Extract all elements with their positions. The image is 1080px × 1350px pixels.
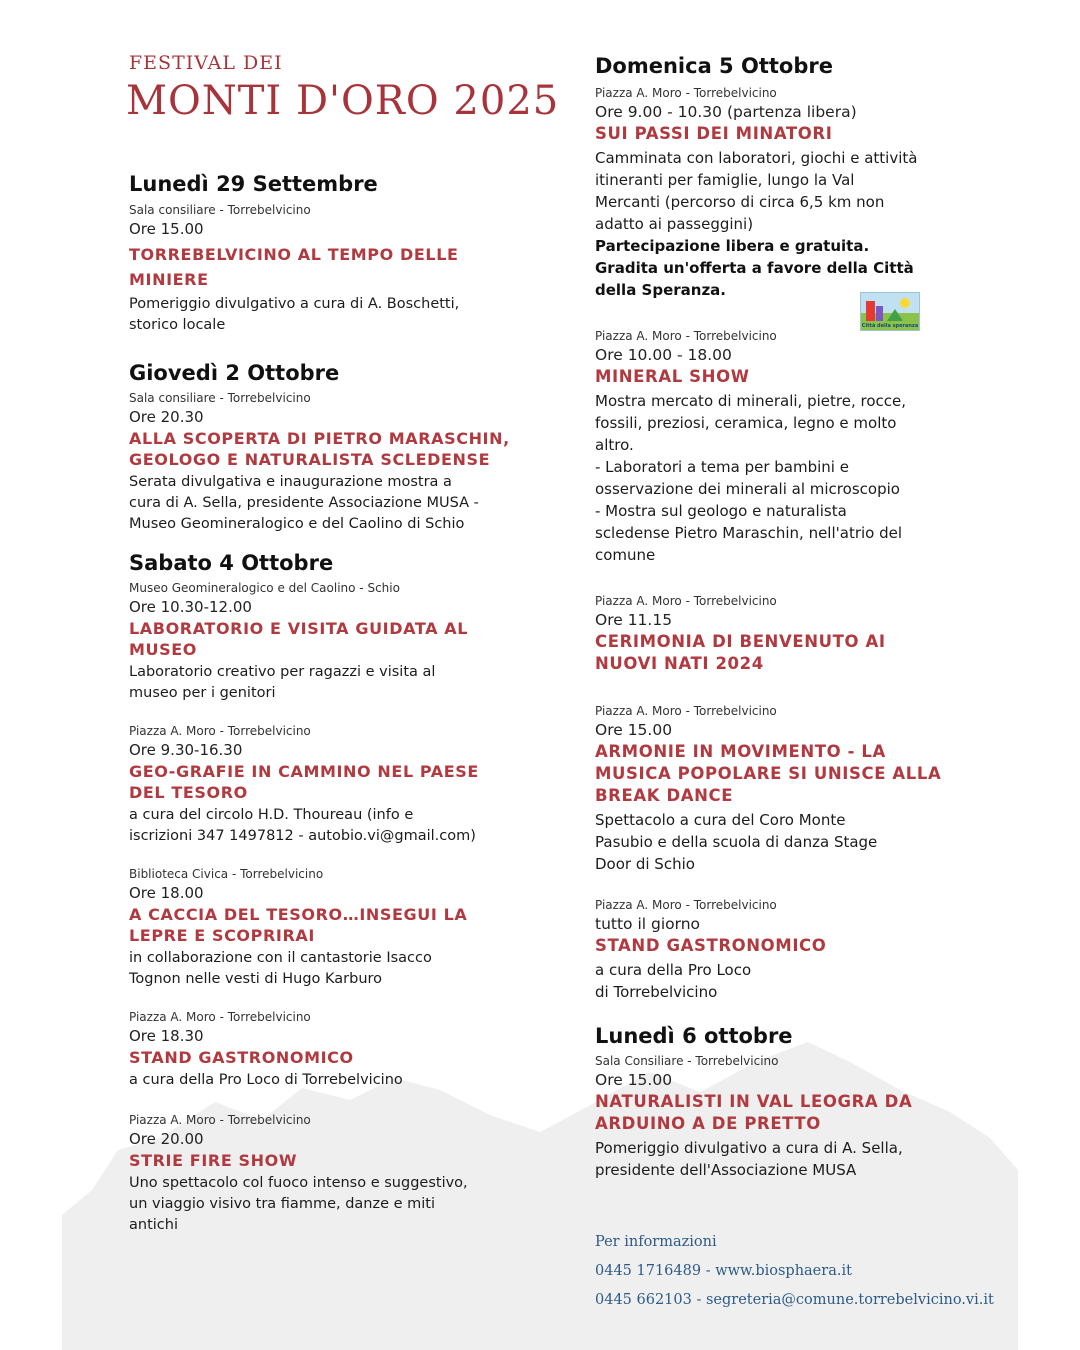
info-heading: Per informazioni — [595, 1234, 717, 1250]
event-title: SUI PASSI DEI MINATORI — [595, 124, 833, 143]
event-title: NATURALISTI IN VAL LEOGRA DA ARDUINO A DE PRETTO — [595, 1092, 913, 1133]
day-heading: Lunedì 6 ottobre — [595, 1024, 793, 1048]
event-description: a cura della Pro Loco di Torrebelvicino — [129, 1072, 403, 1088]
event-time: Ore 15.00 — [595, 1071, 673, 1089]
event-time: Ore 10.00 - 18.00 — [595, 346, 732, 364]
day-heading: Giovedì 2 Ottobre — [129, 361, 340, 385]
event-description: Mostra mercato di minerali, pietre, rocce, fossili, preziosi, ceramica, legno e molto altro. - Laboratori a tema per bambini e osservazione dei minerali al microscopio - Mostra sul geologo e naturalista scledense Pietro Maraschin, nell'atrio del comune — [595, 392, 906, 564]
event-description: Camminata con laboratori, giochi e attività itineranti per famiglie, lungo la Val Mercanti (percorso di circa 6,5 km non adatto ai passeggini) — [595, 149, 918, 233]
event-description: in collaborazione con il cantastorie Isacco Tognon nelle vesti di Hugo Karburo — [129, 950, 432, 987]
event-location: Piazza A. Moro - Torrebelvicino — [595, 594, 777, 608]
event-location: Piazza A. Moro - Torrebelvicino — [595, 704, 777, 718]
event-location: Piazza A. Moro - Torrebelvicino — [129, 1113, 311, 1127]
event-time: Ore 15.00 — [595, 721, 673, 739]
event-title: CERIMONIA DI BENVENUTO AI NUOVI NATI 2024 — [595, 632, 886, 673]
event-title: TORREBELVICINO AL TEMPO DELLE MINIERE — [129, 245, 459, 289]
event-item — [595, 704, 941, 875]
event-time: Ore 20.30 — [129, 408, 204, 426]
festival-title: MONTI D'ORO 2025 — [126, 78, 560, 124]
event-item — [595, 329, 906, 566]
event-title: STRIE FIRE SHOW — [129, 1151, 298, 1170]
event-title: A CACCIA DEL TESORO…INSEGUI LA LEPRE E SCOPRIRAI — [129, 905, 468, 945]
event-description: Uno spettacolo col fuoco intenso e suggestivo, un viaggio visivo tra fiamme, danze e miti antichi — [129, 1175, 468, 1233]
event-item — [129, 581, 468, 704]
event-title: STAND GASTRONOMICO — [595, 936, 827, 955]
event-location: Piazza A. Moro - Torrebelvicino — [595, 329, 777, 343]
event-item — [129, 391, 510, 535]
event-description: Serata divulgativa e inaugurazione mostra a cura di A. Sella, presidente Associazione MUSA - Museo Geomineralogico e del Caolino di Schio — [129, 474, 479, 532]
event-description: Spettacolo a cura del Coro Monte Pasubio e della scuola di danza Stage Door di Schio — [595, 811, 878, 873]
event-time: Ore 20.00 — [129, 1130, 204, 1148]
event-time: Ore 18.00 — [129, 884, 204, 902]
event-title: GEO-GRAFIE IN CAMMINO NEL PAESE DEL TESORO — [129, 762, 479, 802]
event-item — [595, 1054, 912, 1181]
event-description: Pomeriggio divulgativo a cura di A. Boschetti, storico locale — [129, 296, 460, 333]
event-description: Laboratorio creativo per ragazzi e visita al museo per i genitori — [129, 664, 436, 701]
day-heading: Sabato 4 Ottobre — [129, 551, 334, 575]
event-time: tutto il giorno — [595, 915, 701, 933]
festival-subtitle: FESTIVAL DEI — [129, 52, 283, 74]
event-location: Piazza A. Moro - Torrebelvicino — [595, 898, 777, 912]
event-item — [595, 594, 886, 677]
event-description: a cura della Pro Loco di Torrebelvicino — [595, 961, 752, 1001]
event-title: ALLA SCOPERTA DI PIETRO MARASCHIN, GEOLOGO E NATURALISTA SCLEDENSE — [129, 429, 510, 469]
info-line-phone-email[interactable]: 0445 662103 - segreteria@comune.torrebelvicino.vi.it — [595, 1292, 994, 1308]
event-time: Ore 18.30 — [129, 1027, 204, 1045]
event-title: STAND GASTRONOMICO — [129, 1048, 354, 1067]
event-item — [129, 203, 459, 336]
day-heading: Lunedì 29 Settembre — [129, 172, 378, 196]
event-item — [129, 867, 467, 990]
event-description: Pomeriggio divulgativo a cura di A. Sella, presidente dell'Associazione MUSA — [595, 1139, 903, 1179]
event-note: Partecipazione libera e gratuita. Gradita un'offerta a favore della Città della Speranza. — [595, 237, 914, 299]
event-time: Ore 9.00 - 10.30 (partenza libera) — [595, 103, 857, 121]
logo-text: Città della speranza — [861, 323, 919, 329]
event-location: Biblioteca Civica - Torrebelvicino — [129, 867, 324, 881]
event-item — [595, 898, 826, 1003]
event-location: Sala Consiliare - Torrebelvicino — [595, 1054, 779, 1068]
event-location: Piazza A. Moro - Torrebelvicino — [129, 724, 311, 738]
event-time: Ore 11.15 — [595, 611, 673, 629]
event-time: Ore 10.30-12.00 — [129, 598, 252, 616]
event-title: LABORATORIO E VISITA GUIDATA AL MUSEO — [129, 619, 469, 659]
event-title: ARMONIE IN MOVIMENTO - LA MUSICA POPOLARE SI UNISCE ALLA BREAK DANCE — [595, 742, 942, 805]
event-item — [129, 1113, 468, 1236]
event-item — [595, 86, 917, 301]
day-heading: Domenica 5 Ottobre — [595, 54, 833, 78]
event-description: a cura del circolo H.D. Thoureau (info e iscrizioni 347 1497812 - autobio.vi@gmail.com) — [129, 807, 476, 844]
event-time: Ore 15.00 — [129, 220, 204, 238]
citta-della-speranza-logo — [860, 292, 920, 331]
event-location: Museo Geomineralogico e del Caolino - Schio — [129, 581, 400, 595]
event-location: Piazza A. Moro - Torrebelvicino — [595, 86, 777, 100]
event-item — [129, 724, 479, 847]
event-time: Ore 9.30-16.30 — [129, 741, 243, 759]
event-location: Sala consiliare - Torrebelvicino — [129, 391, 311, 405]
contact-info — [595, 1228, 994, 1315]
info-line-phone-website[interactable]: 0445 1716489 - www.biosphaera.it — [595, 1263, 852, 1279]
event-item — [129, 1010, 403, 1091]
event-title: MINERAL SHOW — [595, 367, 750, 386]
event-location: Piazza A. Moro - Torrebelvicino — [129, 1010, 311, 1024]
event-location: Sala consiliare - Torrebelvicino — [129, 203, 311, 217]
